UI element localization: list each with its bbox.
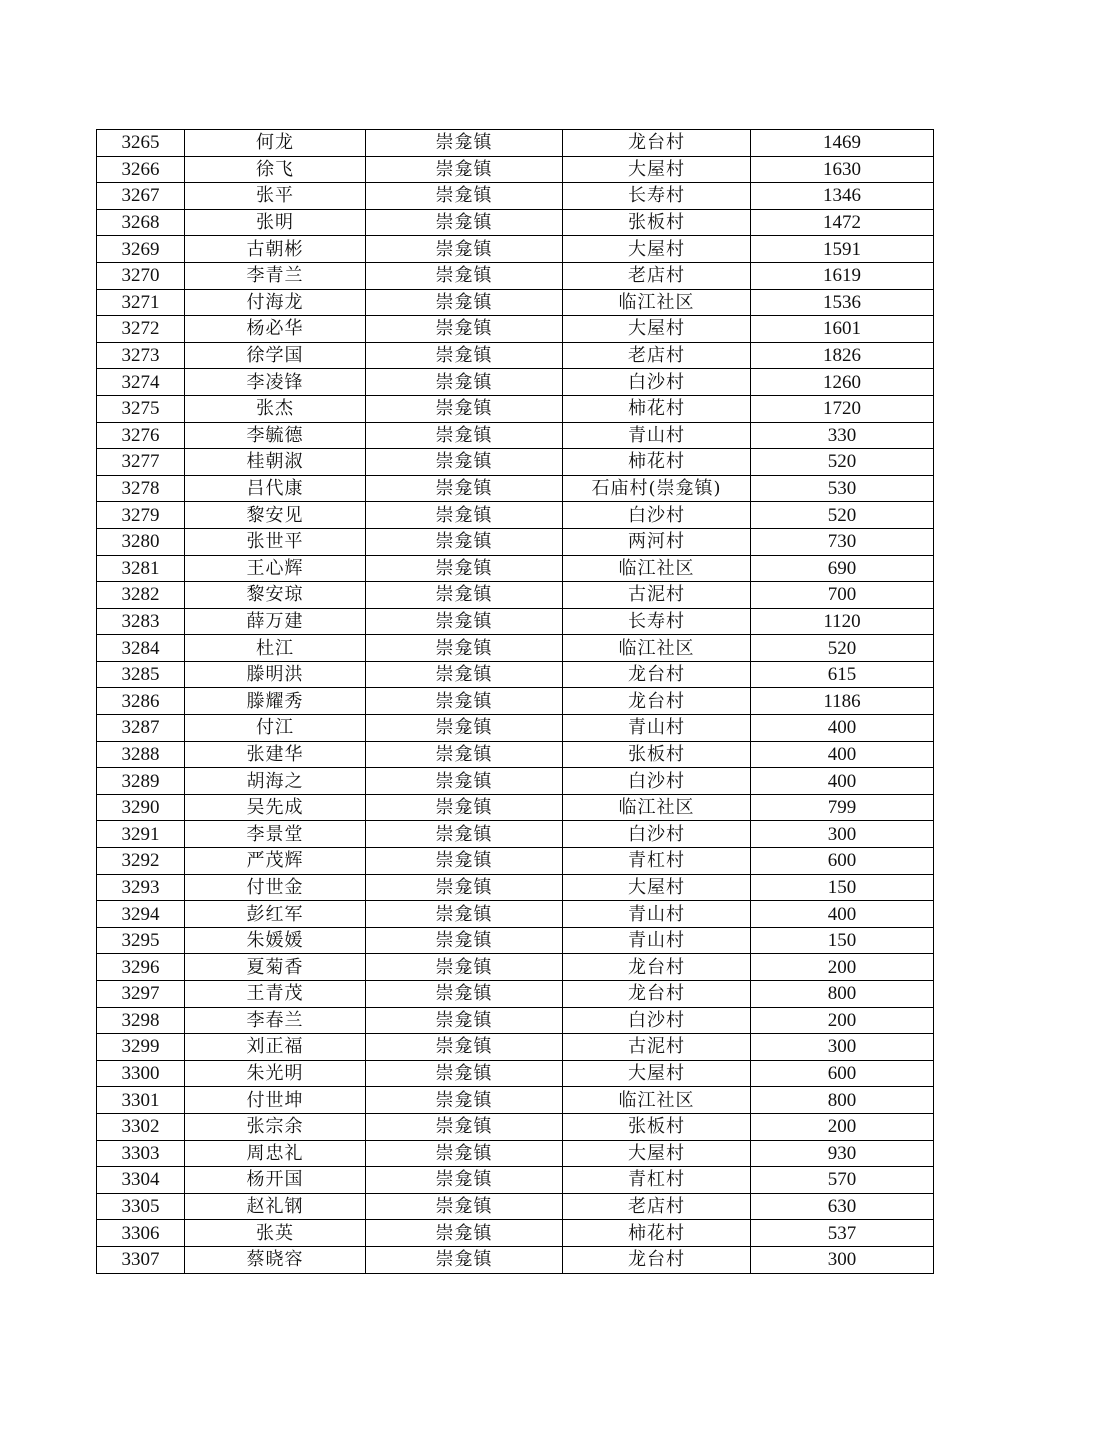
row-number-cell: 3298: [97, 1007, 185, 1034]
village-cell: 柿花村: [563, 449, 751, 476]
amount-cell: 799: [751, 794, 934, 821]
table-row: [97, 183, 934, 210]
table-row: [97, 395, 934, 422]
amount-cell: 1630: [751, 156, 934, 183]
name-cell: 张世平: [185, 528, 366, 555]
town-cell: 崇龛镇: [366, 130, 563, 157]
table-row: [97, 582, 934, 609]
row-number-cell: 3302: [97, 1113, 185, 1140]
row-number-cell: 3279: [97, 502, 185, 529]
table-row: [97, 369, 934, 396]
amount-cell: 1260: [751, 369, 934, 396]
row-number-cell: 3293: [97, 874, 185, 901]
town-cell: 崇龛镇: [366, 262, 563, 289]
village-cell: 大屋村: [563, 316, 751, 343]
town-cell: 崇龛镇: [366, 555, 563, 582]
village-cell: 青杠村: [563, 1167, 751, 1194]
row-number-cell: 3295: [97, 927, 185, 954]
village-cell: 张板村: [563, 741, 751, 768]
table-row: [97, 901, 934, 928]
village-cell: 大屋村: [563, 1140, 751, 1167]
name-cell: 胡海之: [185, 768, 366, 795]
village-cell: 龙台村: [563, 1246, 751, 1273]
name-cell: 严茂辉: [185, 848, 366, 875]
town-cell: 崇龛镇: [366, 954, 563, 981]
table-row: [97, 927, 934, 954]
town-cell: 崇龛镇: [366, 316, 563, 343]
town-cell: 崇龛镇: [366, 236, 563, 263]
amount-cell: 400: [751, 768, 934, 795]
amount-cell: 200: [751, 954, 934, 981]
name-cell: 黎安见: [185, 502, 366, 529]
amount-cell: 200: [751, 1113, 934, 1140]
row-number-cell: 3294: [97, 901, 185, 928]
village-cell: 老店村: [563, 262, 751, 289]
village-cell: 白沙村: [563, 502, 751, 529]
town-cell: 崇龛镇: [366, 794, 563, 821]
amount-cell: 615: [751, 661, 934, 688]
village-cell: 临江社区: [563, 635, 751, 662]
town-cell: 崇龛镇: [366, 1060, 563, 1087]
town-cell: 崇龛镇: [366, 981, 563, 1008]
table-row: [97, 1007, 934, 1034]
row-number-cell: 3268: [97, 209, 185, 236]
amount-cell: 520: [751, 502, 934, 529]
town-cell: 崇龛镇: [366, 395, 563, 422]
amount-cell: 570: [751, 1167, 934, 1194]
town-cell: 崇龛镇: [366, 1193, 563, 1220]
row-number-cell: 3292: [97, 848, 185, 875]
row-number-cell: 3269: [97, 236, 185, 263]
name-cell: 何龙: [185, 130, 366, 157]
village-cell: 青山村: [563, 927, 751, 954]
village-cell: 大屋村: [563, 874, 751, 901]
village-cell: 大屋村: [563, 1060, 751, 1087]
amount-cell: 800: [751, 981, 934, 1008]
village-cell: 龙台村: [563, 130, 751, 157]
town-cell: 崇龛镇: [366, 582, 563, 609]
table-row: [97, 449, 934, 476]
town-cell: 崇龛镇: [366, 1034, 563, 1061]
amount-cell: 700: [751, 582, 934, 609]
row-number-cell: 3288: [97, 741, 185, 768]
name-cell: 徐学国: [185, 342, 366, 369]
row-number-cell: 3296: [97, 954, 185, 981]
amount-cell: 300: [751, 1034, 934, 1061]
name-cell: 朱媛媛: [185, 927, 366, 954]
town-cell: 崇龛镇: [366, 1167, 563, 1194]
name-cell: 张宗余: [185, 1113, 366, 1140]
village-cell: 临江社区: [563, 1087, 751, 1114]
name-cell: 李景堂: [185, 821, 366, 848]
town-cell: 崇龛镇: [366, 901, 563, 928]
row-number-cell: 3303: [97, 1140, 185, 1167]
name-cell: 张明: [185, 209, 366, 236]
name-cell: 朱光明: [185, 1060, 366, 1087]
row-number-cell: 3306: [97, 1220, 185, 1247]
row-number-cell: 3304: [97, 1167, 185, 1194]
town-cell: 崇龛镇: [366, 1087, 563, 1114]
name-cell: 杜江: [185, 635, 366, 662]
table-row: [97, 1060, 934, 1087]
amount-cell: 690: [751, 555, 934, 582]
village-cell: 老店村: [563, 342, 751, 369]
table-row: [97, 475, 934, 502]
village-cell: 张板村: [563, 209, 751, 236]
name-cell: 吴先成: [185, 794, 366, 821]
village-cell: 白沙村: [563, 821, 751, 848]
amount-cell: 1536: [751, 289, 934, 316]
row-number-cell: 3266: [97, 156, 185, 183]
amount-cell: 150: [751, 927, 934, 954]
table-row: [97, 608, 934, 635]
row-number-cell: 3273: [97, 342, 185, 369]
table-row: [97, 130, 934, 157]
village-cell: 龙台村: [563, 954, 751, 981]
row-number-cell: 3286: [97, 688, 185, 715]
amount-cell: 1469: [751, 130, 934, 157]
row-number-cell: 3287: [97, 715, 185, 742]
amount-cell: 930: [751, 1140, 934, 1167]
town-cell: 崇龛镇: [366, 369, 563, 396]
amount-cell: 537: [751, 1220, 934, 1247]
table-row: [97, 342, 934, 369]
name-cell: 徐飞: [185, 156, 366, 183]
table-row: [97, 848, 934, 875]
name-cell: 王心辉: [185, 555, 366, 582]
village-cell: 青山村: [563, 901, 751, 928]
village-cell: 长寿村: [563, 608, 751, 635]
amount-cell: 330: [751, 422, 934, 449]
table-row: [97, 1220, 934, 1247]
town-cell: 崇龛镇: [366, 1246, 563, 1273]
table-row: [97, 981, 934, 1008]
table-row: [97, 209, 934, 236]
name-cell: 付江: [185, 715, 366, 742]
amount-cell: 1120: [751, 608, 934, 635]
town-cell: 崇龛镇: [366, 449, 563, 476]
name-cell: 薛万建: [185, 608, 366, 635]
row-number-cell: 3291: [97, 821, 185, 848]
table-row: [97, 555, 934, 582]
amount-cell: 300: [751, 1246, 934, 1273]
table-row: [97, 1193, 934, 1220]
village-cell: 长寿村: [563, 183, 751, 210]
name-cell: 张杰: [185, 395, 366, 422]
table-row: [97, 635, 934, 662]
town-cell: 崇龛镇: [366, 688, 563, 715]
amount-cell: 600: [751, 1060, 934, 1087]
village-cell: 青山村: [563, 715, 751, 742]
table-row: [97, 1167, 934, 1194]
row-number-cell: 3277: [97, 449, 185, 476]
amount-cell: 520: [751, 449, 934, 476]
town-cell: 崇龛镇: [366, 1220, 563, 1247]
table-row: [97, 1113, 934, 1140]
town-cell: 崇龛镇: [366, 927, 563, 954]
name-cell: 赵礼钢: [185, 1193, 366, 1220]
town-cell: 崇龛镇: [366, 741, 563, 768]
village-cell: 老店村: [563, 1193, 751, 1220]
row-number-cell: 3274: [97, 369, 185, 396]
amount-cell: 730: [751, 528, 934, 555]
amount-cell: 300: [751, 821, 934, 848]
town-cell: 崇龛镇: [366, 209, 563, 236]
table-row: [97, 262, 934, 289]
table-row: [97, 1087, 934, 1114]
row-number-cell: 3283: [97, 608, 185, 635]
name-cell: 刘正福: [185, 1034, 366, 1061]
roster-table: [96, 129, 934, 1274]
name-cell: 古朝彬: [185, 236, 366, 263]
village-cell: 古泥村: [563, 582, 751, 609]
town-cell: 崇龛镇: [366, 608, 563, 635]
town-cell: 崇龛镇: [366, 1113, 563, 1140]
town-cell: 崇龛镇: [366, 821, 563, 848]
table-row: [97, 688, 934, 715]
amount-cell: 400: [751, 741, 934, 768]
amount-cell: 1720: [751, 395, 934, 422]
name-cell: 付世金: [185, 874, 366, 901]
name-cell: 桂朝淑: [185, 449, 366, 476]
table-row: [97, 874, 934, 901]
village-cell: 青杠村: [563, 848, 751, 875]
name-cell: 黎安琼: [185, 582, 366, 609]
row-number-cell: 3271: [97, 289, 185, 316]
town-cell: 崇龛镇: [366, 768, 563, 795]
row-number-cell: 3282: [97, 582, 185, 609]
amount-cell: 630: [751, 1193, 934, 1220]
town-cell: 崇龛镇: [366, 289, 563, 316]
village-cell: 大屋村: [563, 156, 751, 183]
amount-cell: 1601: [751, 316, 934, 343]
village-cell: 白沙村: [563, 369, 751, 396]
amount-cell: 600: [751, 848, 934, 875]
name-cell: 周忠礼: [185, 1140, 366, 1167]
amount-cell: 200: [751, 1007, 934, 1034]
table-row: [97, 156, 934, 183]
town-cell: 崇龛镇: [366, 183, 563, 210]
village-cell: 临江社区: [563, 555, 751, 582]
town-cell: 崇龛镇: [366, 661, 563, 688]
town-cell: 崇龛镇: [366, 156, 563, 183]
name-cell: 杨必华: [185, 316, 366, 343]
table-row: [97, 422, 934, 449]
name-cell: 李凌锋: [185, 369, 366, 396]
town-cell: 崇龛镇: [366, 635, 563, 662]
row-number-cell: 3272: [97, 316, 185, 343]
table-row: [97, 316, 934, 343]
name-cell: 滕明洪: [185, 661, 366, 688]
town-cell: 崇龛镇: [366, 874, 563, 901]
row-number-cell: 3276: [97, 422, 185, 449]
row-number-cell: 3284: [97, 635, 185, 662]
town-cell: 崇龛镇: [366, 342, 563, 369]
village-cell: 白沙村: [563, 768, 751, 795]
row-number-cell: 3301: [97, 1087, 185, 1114]
town-cell: 崇龛镇: [366, 715, 563, 742]
name-cell: 杨开国: [185, 1167, 366, 1194]
name-cell: 李春兰: [185, 1007, 366, 1034]
row-number-cell: 3305: [97, 1193, 185, 1220]
amount-cell: 800: [751, 1087, 934, 1114]
table-row: [97, 741, 934, 768]
row-number-cell: 3285: [97, 661, 185, 688]
amount-cell: 1472: [751, 209, 934, 236]
village-cell: 白沙村: [563, 1007, 751, 1034]
amount-cell: 1591: [751, 236, 934, 263]
name-cell: 王青茂: [185, 981, 366, 1008]
row-number-cell: 3280: [97, 528, 185, 555]
name-cell: 夏菊香: [185, 954, 366, 981]
table-row: [97, 954, 934, 981]
table-row: [97, 1140, 934, 1167]
table-row: [97, 289, 934, 316]
table-row: [97, 821, 934, 848]
village-cell: 龙台村: [563, 981, 751, 1008]
amount-cell: 1619: [751, 262, 934, 289]
town-cell: 崇龛镇: [366, 1140, 563, 1167]
table-row: [97, 236, 934, 263]
table-row: [97, 528, 934, 555]
row-number-cell: 3299: [97, 1034, 185, 1061]
row-number-cell: 3270: [97, 262, 185, 289]
row-number-cell: 3265: [97, 130, 185, 157]
amount-cell: 400: [751, 901, 934, 928]
village-cell: 张板村: [563, 1113, 751, 1140]
town-cell: 崇龛镇: [366, 502, 563, 529]
table-row: [97, 1034, 934, 1061]
row-number-cell: 3307: [97, 1246, 185, 1273]
table-row: [97, 661, 934, 688]
name-cell: 蔡晓容: [185, 1246, 366, 1273]
name-cell: 彭红军: [185, 901, 366, 928]
row-number-cell: 3289: [97, 768, 185, 795]
name-cell: 张英: [185, 1220, 366, 1247]
row-number-cell: 3300: [97, 1060, 185, 1087]
amount-cell: 530: [751, 475, 934, 502]
amount-cell: 1826: [751, 342, 934, 369]
name-cell: 滕耀秀: [185, 688, 366, 715]
table-row: [97, 1246, 934, 1273]
town-cell: 崇龛镇: [366, 475, 563, 502]
row-number-cell: 3281: [97, 555, 185, 582]
table-row: [97, 502, 934, 529]
town-cell: 崇龛镇: [366, 848, 563, 875]
village-cell: 石庙村(崇龛镇): [563, 475, 751, 502]
amount-cell: 400: [751, 715, 934, 742]
row-number-cell: 3297: [97, 981, 185, 1008]
name-cell: 付世坤: [185, 1087, 366, 1114]
name-cell: 吕代康: [185, 475, 366, 502]
town-cell: 崇龛镇: [366, 528, 563, 555]
amount-cell: 1346: [751, 183, 934, 210]
table-row: [97, 768, 934, 795]
village-cell: 古泥村: [563, 1034, 751, 1061]
village-cell: 柿花村: [563, 395, 751, 422]
row-number-cell: 3275: [97, 395, 185, 422]
village-cell: 柿花村: [563, 1220, 751, 1247]
village-cell: 青山村: [563, 422, 751, 449]
name-cell: 李毓德: [185, 422, 366, 449]
name-cell: 付海龙: [185, 289, 366, 316]
name-cell: 张建华: [185, 741, 366, 768]
row-number-cell: 3267: [97, 183, 185, 210]
table-row: [97, 715, 934, 742]
town-cell: 崇龛镇: [366, 422, 563, 449]
village-cell: 大屋村: [563, 236, 751, 263]
village-cell: 两河村: [563, 528, 751, 555]
row-number-cell: 3278: [97, 475, 185, 502]
village-cell: 临江社区: [563, 794, 751, 821]
name-cell: 张平: [185, 183, 366, 210]
roster-table-body: [97, 130, 934, 1274]
amount-cell: 150: [751, 874, 934, 901]
village-cell: 龙台村: [563, 688, 751, 715]
village-cell: 临江社区: [563, 289, 751, 316]
village-cell: 龙台村: [563, 661, 751, 688]
row-number-cell: 3290: [97, 794, 185, 821]
amount-cell: 1186: [751, 688, 934, 715]
town-cell: 崇龛镇: [366, 1007, 563, 1034]
name-cell: 李青兰: [185, 262, 366, 289]
amount-cell: 520: [751, 635, 934, 662]
table-row: [97, 794, 934, 821]
